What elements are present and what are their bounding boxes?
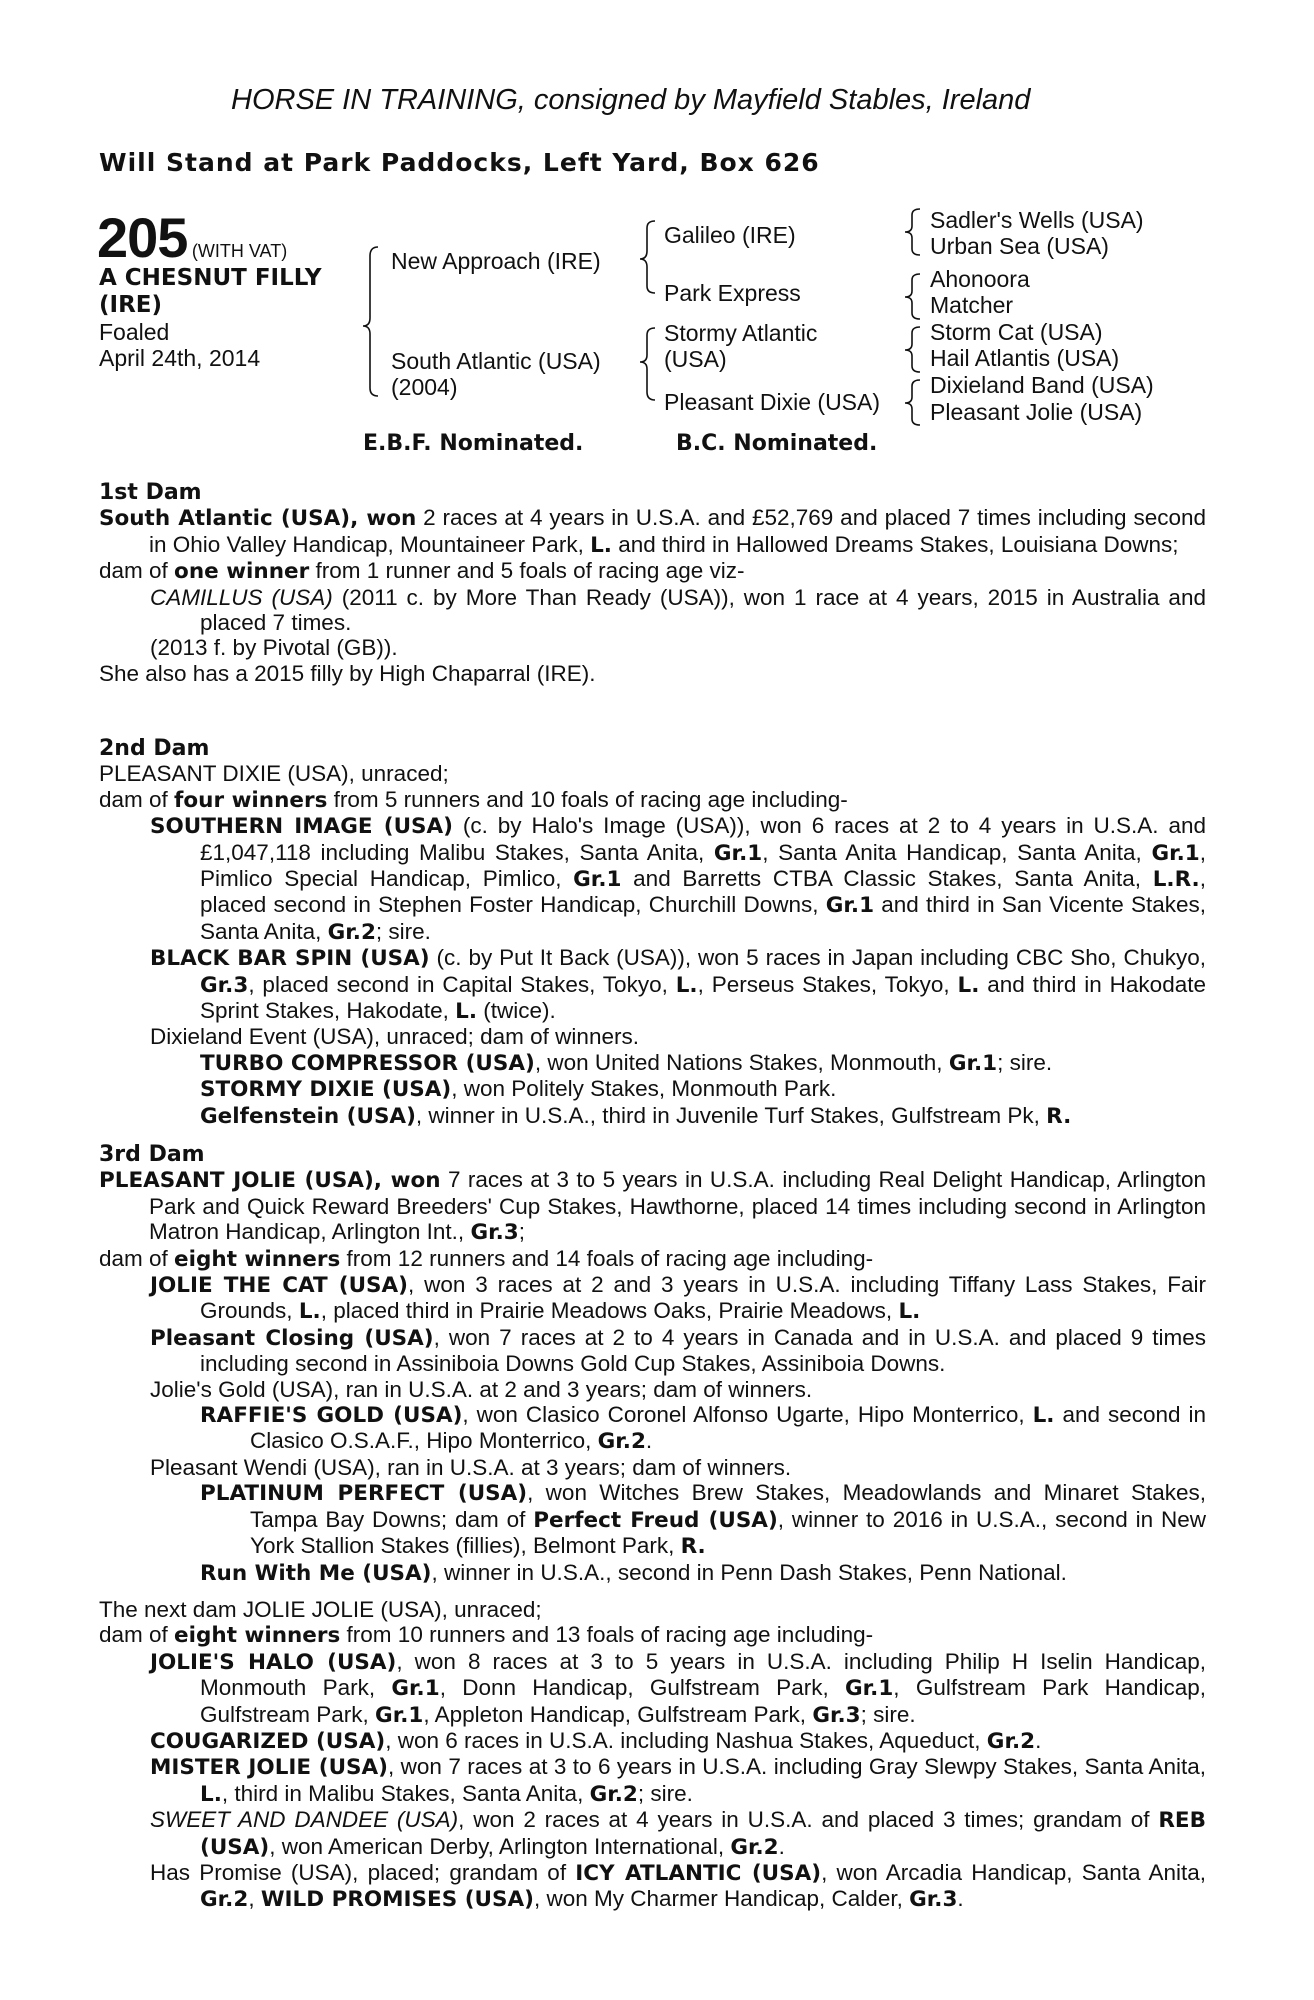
produce-turbo-compressor <box>99 1050 1206 1076</box>
produce-jolies-halo <box>99 1649 1206 1728</box>
horse-name: TURBO COMPRESSOR (USA) <box>200 1050 535 1076</box>
pedigree-sds: Ahonoora <box>930 266 1030 292</box>
produce-2013: (2013 f. by Pivotal (GB)). <box>150 635 398 661</box>
horse-name: Pleasant Closing (USA) <box>150 1325 434 1351</box>
race-record: and third in Hallowed Dreams Stakes, Louisiana Downs; <box>611 531 1179 557</box>
text: (c. by Put It Back (USA)), won 5 races in Japan including CBC Sho, Chukyo, <box>429 945 1206 971</box>
ebf-nominated: E.B.F. Nominated. <box>363 431 584 456</box>
produce-run-with-me <box>99 1560 1206 1586</box>
horse-name: MISTER JOLIE (USA) <box>150 1755 388 1781</box>
horse-name: RAFFIE'S GOLD (USA) <box>200 1403 463 1429</box>
text: , placed second in Capital Stakes, Tokyo, <box>248 971 676 997</box>
horse-name: STORMY DIXIE (USA) <box>200 1077 452 1103</box>
text: ; sire. <box>375 918 431 944</box>
horse-name: BLACK BAR SPIN (USA) <box>150 946 430 972</box>
third-dam-section <box>99 1141 1206 1586</box>
pedigree-dsd: Hail Atlantis (USA) <box>930 345 1120 371</box>
grade: L. <box>455 999 478 1025</box>
second-dam-produce <box>99 787 1206 813</box>
produce-dixieland-event: Dixieland Event (USA), unraced; dam of winners. <box>150 1024 639 1050</box>
second-dam-name: PLEASANT DIXIE (USA), unraced; <box>99 761 449 787</box>
text: from 5 runners and 10 foals of racing age including- <box>327 786 848 812</box>
produce-gelfenstein <box>99 1103 1206 1129</box>
pedigree-sire-sire: Galileo (IRE) <box>664 222 796 248</box>
brace-park-express <box>905 274 920 319</box>
text: , won 3 races at 2 and 3 years in U.S.A. including Tiffany Lass Stakes, Fair Grounds, <box>200 1272 1206 1324</box>
text: , won My Charmer Handicap, Calder, <box>533 1886 910 1912</box>
text: . <box>645 1428 653 1454</box>
text: ; sire. <box>997 1049 1053 1075</box>
grade: R. <box>680 1534 706 1560</box>
text: and third in San Vicente Stakes, Santa Anita, <box>200 892 1207 944</box>
text: , won Arcadia Handicap, Santa Anita, <box>821 1860 1206 1886</box>
text: and third in Hakodate Sprint Stakes, Hakodate, <box>200 971 1206 1024</box>
text: . <box>778 1833 785 1859</box>
grade: Gr.2 <box>589 1781 638 1807</box>
stand-location: Will Stand at Park Paddocks, Left Yard, Box 626 <box>99 148 820 177</box>
text: (twice). <box>477 998 556 1024</box>
first-dam-section <box>99 479 1206 686</box>
grade: Gr.3 <box>470 1220 519 1246</box>
text: , winner to 2016 in U.S.A., second in New York Stallion Stakes (fillies), Belmont Park, <box>250 1506 1206 1559</box>
next-dam-section <box>99 1597 1206 1913</box>
text: , winner in U.S.A., third in Juvenile Turf Stakes, Gulfstream Pk, <box>415 1102 1047 1128</box>
vat-label: (WITH VAT) <box>191 241 288 261</box>
grade: Gr.1 <box>391 1676 440 1702</box>
grade: Gr.3 <box>200 972 249 998</box>
text: , won 8 races at 3 to 5 years in U.S.A. including Philip H Iselin Handicap, Monmouth Park, <box>200 1648 1207 1701</box>
grade: Gr.1 <box>948 1050 998 1076</box>
text: , placed second in Stephen Foster Handicap, Churchill Downs, <box>200 866 1206 918</box>
produce-raffies-gold <box>99 1402 1206 1455</box>
text: , <box>248 1886 261 1912</box>
produce-2015: She also has a 2015 filly by High Chaparral (IRE). <box>99 660 596 686</box>
horse-name: CAMILLUS (USA) <box>150 584 333 610</box>
text: , won 2 races at 4 years in U.S.A. and placed 3 times; grandam of <box>458 1807 1159 1833</box>
horse-name: South Atlantic (USA), won <box>99 506 417 532</box>
winner-count: one winner <box>174 559 310 585</box>
text: dam of <box>99 558 175 584</box>
produce-southern-image <box>99 813 1206 945</box>
winner-count: four winners <box>174 787 328 813</box>
text: 7 races at 3 to 5 years in U.S.A. including Real Delight Handicap, Arlington Park and Quick Reward Breeders' Cup Stakes, Hawthorne, placed 14 times including second in Arlington Matron Handicap, Arlington Int., <box>149 1167 1206 1245</box>
foaled-date: April 24th, 2014 <box>99 345 261 371</box>
grade: L.R. <box>1152 867 1200 893</box>
text: dam of <box>99 786 175 812</box>
text: , won 7 races at 3 to 6 years in U.S.A. including Gray Slewpy Stakes, Santa Anita, <box>387 1754 1206 1780</box>
produce-has-promise <box>99 1860 1206 1913</box>
grade: L. <box>675 972 698 998</box>
grade: Gr.3 <box>812 1702 861 1728</box>
brace-dam <box>640 328 655 400</box>
text: from 10 runners and 13 foals of racing age including- <box>340 1622 874 1648</box>
pedigree-dam-sire-country: (USA) <box>664 346 727 372</box>
grade: Gr.2 <box>597 1429 646 1455</box>
first-dam-record <box>99 505 1206 558</box>
text: ; sire. <box>637 1780 693 1806</box>
horse-name: COUGARIZED (USA) <box>150 1729 386 1755</box>
text: and Barretts CTBA Classic Stakes, Santa Anita, <box>621 866 1153 892</box>
second-dam-heading: 2nd Dam <box>99 736 210 761</box>
horse-name: ICY ATLANTIC (USA) <box>575 1861 822 1887</box>
next-dam-produce <box>99 1622 1206 1648</box>
text: , won Clasico Coronel Alfonso Ugarte, Hipo Monterrico, <box>462 1402 1033 1428</box>
horse-name: Gelfenstein (USA) <box>200 1103 416 1129</box>
text: , won American Derby, Arlington International, <box>269 1833 731 1859</box>
bc-nominated: B.C. Nominated. <box>676 431 878 456</box>
third-dam-record <box>99 1167 1206 1245</box>
text: and second in Clasico O.S.A.F., Hipo Monterrico, <box>250 1402 1206 1454</box>
grade: L. <box>1032 1403 1055 1429</box>
text: , placed third in Prairie Meadows Oaks, Prairie Meadows, <box>320 1298 899 1324</box>
grade: R. <box>1046 1103 1072 1129</box>
horse-name: SWEET AND DANDEE (USA) <box>150 1807 459 1833</box>
third-dam-produce <box>99 1246 1206 1272</box>
pedigree-sire: New Approach (IRE) <box>391 248 601 274</box>
winner-count: eight winners <box>174 1246 341 1272</box>
produce-mister-jolie <box>99 1754 1206 1807</box>
text: Has Promise (USA), placed; grandam of <box>150 1860 576 1886</box>
brace-parents <box>363 247 378 396</box>
horse-name: Perfect Freud (USA) <box>533 1507 778 1533</box>
text: from 12 runners and 14 foals of racing age including- <box>340 1245 874 1271</box>
pedigree-dam-sire: Stormy Atlantic <box>664 320 818 346</box>
produce-pleasant-wendi: Pleasant Wendi (USA), ran in U.S.A. at 3 years; dam of winners. <box>150 1454 792 1480</box>
text: , winner in U.S.A., second in Penn Dash Stakes, Penn National. <box>431 1559 1067 1585</box>
second-dam-section <box>99 735 1206 1129</box>
grade: Gr.1 <box>825 893 875 919</box>
page-title: HORSE IN TRAINING, consigned by Mayfield Stables, Ireland <box>231 84 1031 116</box>
foaled-label: Foaled <box>99 319 170 345</box>
text: dam of <box>99 1245 175 1271</box>
grade: Gr.1 <box>713 840 763 866</box>
horse-name: WILD PROMISES (USA) <box>260 1887 534 1913</box>
brace-sire <box>640 221 655 293</box>
produce-jolie-the-cat <box>99 1272 1206 1325</box>
next-dam-name: The next dam JOLIE JOLIE (USA), unraced; <box>99 1597 542 1622</box>
text: , Santa Anita Handicap, Santa Anita, <box>762 839 1152 865</box>
text: ; <box>518 1219 526 1245</box>
text: (c. by Halo's Image (USA)), won 6 races at 2 to 4 years in U.S.A. and £1,047,118 including Malibu Stakes, Santa Anita, <box>200 813 1206 865</box>
produce-stormy-dixie <box>99 1076 1206 1102</box>
lot-description: A CHESNUT FILLY <box>99 265 322 291</box>
produce-black-bar-spin <box>99 945 1206 1024</box>
text: . <box>957 1886 964 1912</box>
grade: Gr.2 <box>327 919 376 945</box>
grade: Gr.2 <box>986 1729 1036 1755</box>
third-dam-heading: 3rd Dam <box>99 1142 205 1167</box>
first-dam-produce <box>99 558 1206 584</box>
produce-pleasant-closing <box>99 1325 1206 1377</box>
grade: L. <box>200 1781 222 1807</box>
text: , Donn Handicap, Gulfstream Park, <box>439 1675 845 1701</box>
produce-camillus <box>99 585 1206 636</box>
grade: L. <box>898 1299 921 1325</box>
text: , won 6 races in U.S.A. including Nashua Stakes, Aqueduct, <box>385 1728 987 1754</box>
pedigree-dds: Dixieland Band (USA) <box>930 372 1154 398</box>
brace-stormy-atlantic <box>905 327 920 372</box>
lot-number: 205 <box>97 206 188 269</box>
horse-name: SOUTHERN IMAGE (USA) <box>150 814 453 840</box>
grade: L. <box>298 1299 321 1325</box>
produce-jolies-gold: Jolie's Gold (USA), ran in U.S.A. at 2 and 3 years; dam of winners. <box>150 1376 813 1402</box>
text: , won 7 races at 2 to 4 years in Canada and in U.S.A. and placed 9 times including second in Assiniboia Downs Gold Cup Stakes, Assiniboia Downs. <box>200 1324 1207 1377</box>
text: , Pimlico Special Handicap, Pimlico, <box>200 839 1207 892</box>
produce-cougarized <box>99 1728 1206 1754</box>
grade: Gr.1 <box>573 867 622 893</box>
grade: Gr.1 <box>844 1676 894 1702</box>
horse-name: JOLIE'S HALO (USA) <box>150 1649 397 1675</box>
text: , Gulfstream Park Handicap, Gulfstream Park, <box>200 1675 1206 1727</box>
first-dam-heading: 1st Dam <box>99 480 202 505</box>
pedigree-sdd: Matcher <box>930 292 1014 318</box>
brace-galileo <box>905 209 920 255</box>
horse-name: Run With Me (USA) <box>200 1560 432 1586</box>
pedigree-ssd: Urban Sea (USA) <box>930 233 1109 259</box>
pedigree-dam-dam: Pleasant Dixie (USA) <box>664 389 881 415</box>
grade: Gr.3 <box>909 1887 958 1913</box>
horse-name: PLATINUM PERFECT (USA) <box>200 1481 528 1507</box>
text: , won Politely Stakes, Monmouth Park. <box>451 1076 837 1102</box>
lot-country: (IRE) <box>99 292 163 318</box>
grade: Gr.1 <box>375 1702 424 1728</box>
winner-count: eight winners <box>174 1623 341 1649</box>
pedigree-ddd: Pleasant Jolie (USA) <box>930 399 1143 425</box>
produce-platinum-perfect <box>99 1480 1206 1559</box>
grade: Gr.2 <box>730 1834 779 1860</box>
pedigree-dam: South Atlantic (USA) <box>391 348 601 374</box>
horse-name: PLEASANT JOLIE (USA), won <box>99 1168 441 1194</box>
text: dam of <box>99 1622 175 1648</box>
race-record: (2011 c. by More Than Ready (USA)), won 1 race at 4 years, 2015 in Australia and placed 7 times. <box>200 584 1206 636</box>
horse-name: REB (USA) <box>200 1808 1206 1860</box>
grade: Gr.1 <box>1151 840 1200 866</box>
race-grade: L. <box>590 532 612 558</box>
pedigree-sire-dam: Park Express <box>664 280 801 306</box>
text: from 1 runner and 5 foals of racing age viz- <box>309 558 745 584</box>
brace-pleasant-dixie <box>905 380 920 425</box>
race-record: 2 races at 4 years in U.S.A. and £52,769 and placed 7 times including second in Ohio Valley Handicap, Mountaineer Park, <box>149 505 1206 557</box>
text: , won United Nations Stakes, Monmouth, <box>534 1049 949 1075</box>
text: . <box>1035 1728 1042 1754</box>
produce-sweet-and-dandee <box>99 1807 1206 1860</box>
text: , Appleton Handicap, Gulfstream Park, <box>423 1701 813 1727</box>
text: , won Witches Brew Stakes, Meadowlands and Minaret Stakes, Tampa Bay Downs; dam of <box>250 1480 1206 1532</box>
text: ; sire. <box>860 1701 916 1727</box>
pedigree-dam-year: (2004) <box>391 374 458 400</box>
grade: Gr.2 <box>200 1887 249 1913</box>
horse-name: JOLIE THE CAT (USA) <box>150 1273 408 1299</box>
text: , third in Malibu Stakes, Santa Anita, <box>221 1780 590 1806</box>
text: , Perseus Stakes, Tokyo, <box>697 971 958 997</box>
pedigree-dss: Storm Cat (USA) <box>930 319 1103 345</box>
pedigree-sss: Sadler's Wells (USA) <box>930 207 1144 233</box>
grade: L. <box>957 972 980 998</box>
